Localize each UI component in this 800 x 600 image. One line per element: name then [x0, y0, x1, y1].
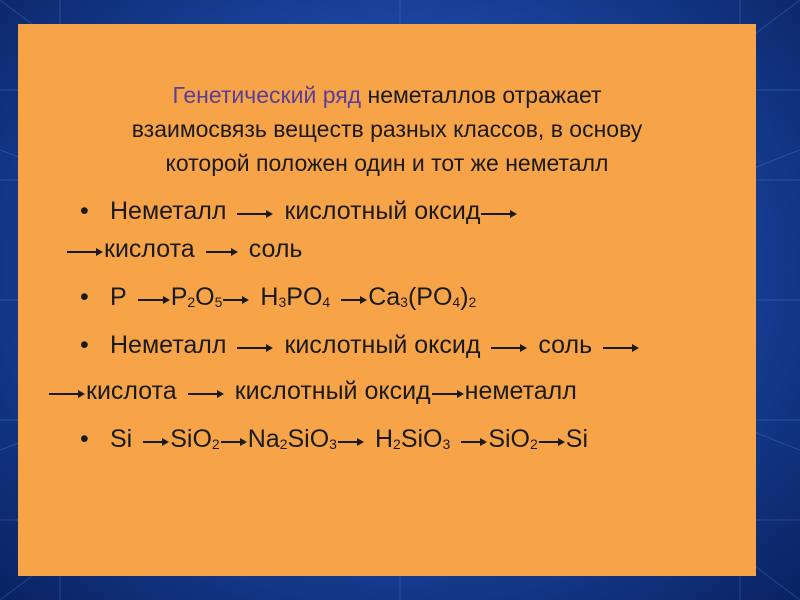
nonmetal-label: Неметалл — [110, 331, 227, 359]
title-line-3: которой положен один и тот же неметалл — [165, 150, 609, 176]
arrow-icon — [142, 422, 170, 456]
acid-oxide-label: кислотный оксид — [284, 197, 481, 225]
content-card — [18, 24, 756, 576]
arrow-icon — [66, 232, 104, 266]
formula-na2sio3: $Na_2SiO_3$ — [247, 425, 337, 453]
arrow-icon — [431, 374, 465, 408]
title-line-2: взаимосвязь веществ разных классов, в основу — [131, 116, 643, 142]
arrow-icon — [187, 374, 225, 408]
acid-label: кислота — [104, 235, 195, 263]
arrow-icon — [137, 280, 171, 314]
acid-label: кислота — [86, 377, 177, 405]
arrow-icon — [222, 280, 250, 314]
arrow-icon — [48, 374, 86, 408]
salt-label: соль — [248, 235, 303, 263]
scheme-line-5 — [48, 374, 577, 408]
salt-label: соль — [538, 331, 593, 359]
acid-oxide-label: кислотный оксид — [284, 331, 481, 359]
formula-ca3po42: $Ca_3(PO_4)_2$ — [368, 283, 477, 311]
formula-sio2: SiO$_2$ — [170, 425, 220, 453]
arrow-icon — [490, 328, 528, 362]
acid-oxide-label: кислотный оксид — [234, 377, 431, 405]
formula-p2o5: $P_2O_5$ — [170, 283, 223, 311]
bullet: • — [80, 197, 89, 225]
bullet: • — [80, 283, 89, 311]
scheme-line-1 — [80, 194, 518, 228]
arrow-icon — [538, 422, 566, 456]
arrow-icon — [340, 280, 368, 314]
scheme-line-2 — [66, 232, 302, 266]
arrow-icon — [236, 194, 274, 228]
nonmetal-label: Неметалл — [110, 197, 227, 225]
scheme-line-6 — [80, 422, 588, 461]
arrow-icon — [220, 422, 248, 456]
title-rest: неметаллов отражает — [361, 82, 602, 108]
arrow-icon — [337, 422, 365, 456]
arrow-icon — [480, 194, 518, 228]
bullet: • — [80, 331, 89, 359]
slide-title — [18, 78, 756, 180]
formula-h3po4: $H_3PO_4$ — [260, 283, 331, 311]
bullet: • — [80, 425, 89, 453]
formula-p: P — [110, 283, 127, 311]
formula-sio2: SiO$_2$ — [488, 425, 538, 453]
arrow-icon — [602, 328, 640, 362]
scheme-line-4 — [80, 328, 640, 362]
arrow-icon — [236, 328, 274, 362]
arrow-icon — [205, 232, 239, 266]
formula-h2sio3: $H_2SiO_3$ — [374, 425, 451, 453]
formula-si: Si — [110, 425, 133, 453]
formula-si: Si — [565, 425, 589, 453]
nonmetal-label: неметалл — [464, 377, 577, 405]
title-highlight: Генетический ряд — [172, 82, 362, 108]
scheme-line-3 — [80, 280, 476, 319]
arrow-icon — [460, 422, 488, 456]
